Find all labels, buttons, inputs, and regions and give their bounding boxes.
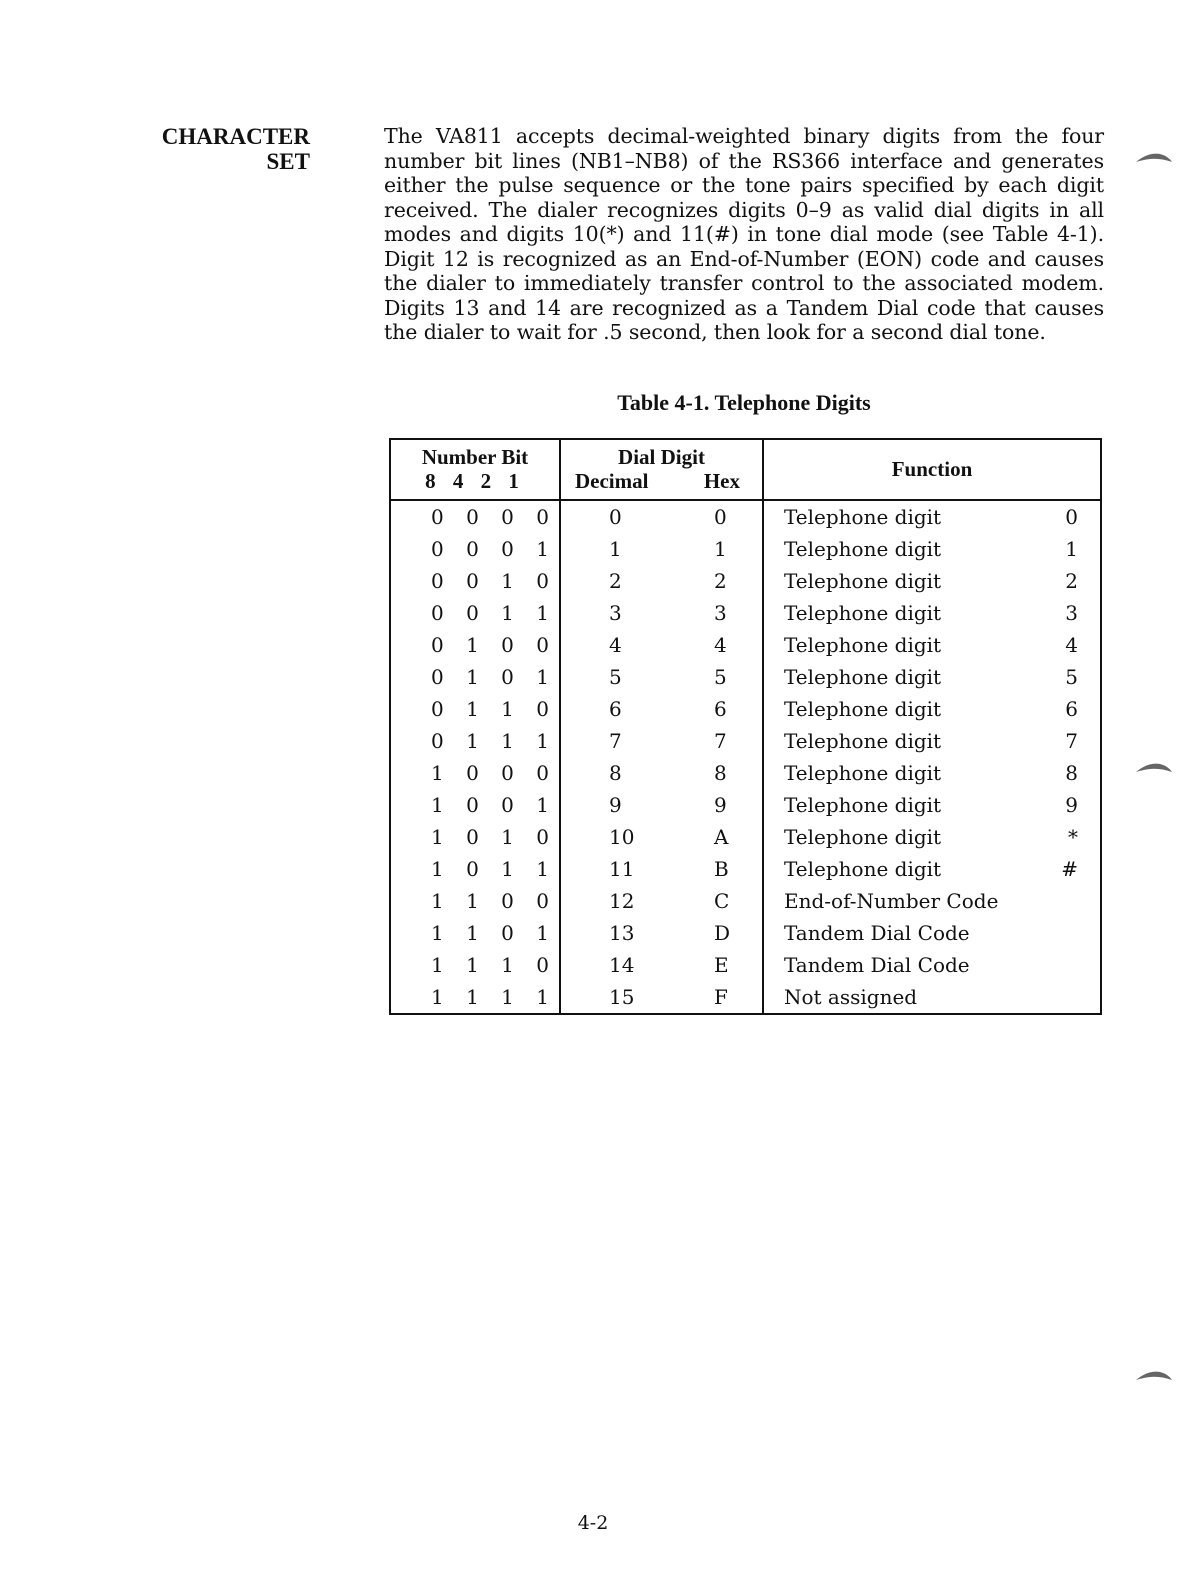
cell-function-text: Tandem Dial Code [784,953,970,977]
cell-hex: 0 [714,505,727,529]
cell-decimal: 8 [609,761,622,785]
header-dial-digit [560,439,763,500]
cell-decimal: 12 [609,889,635,913]
cell-dial-digit [560,693,763,725]
table-caption: Table 4-1. Telephone Digits [617,390,871,415]
header-dial-subcolumns [561,469,762,493]
table-row [390,629,1101,661]
cell-digit-symbol: 2 [1065,569,1078,593]
cell-number-bits: 1 1 1 0 [390,949,560,981]
cell-decimal: 10 [609,825,635,849]
cell-decimal: 2 [609,569,622,593]
cell-dial-digit [560,597,763,629]
table-row [390,565,1101,597]
cell-function-text: Telephone digit [784,569,942,593]
cell-decimal: 1 [609,537,622,561]
cell-decimal: 4 [609,633,622,657]
cell-function [763,500,1101,533]
cell-dial-digit [560,533,763,565]
cell-function-text: Telephone digit [784,761,942,785]
cell-number-bits: 0 1 1 1 [390,725,560,757]
table-row [390,789,1101,821]
cell-function-text: Telephone digit [784,665,942,689]
cell-digit-symbol: 5 [1065,665,1078,689]
cell-number-bits: 1 1 1 1 [390,981,560,1014]
header-number-bit [390,439,560,500]
cell-hex: 7 [714,729,727,753]
cell-hex: F [714,985,728,1009]
cell-number-bits: 1 0 0 1 [390,789,560,821]
table-row [390,725,1101,757]
cell-hex: 9 [714,793,727,817]
table-row [390,853,1101,885]
cell-function [763,533,1101,565]
cell-dial-digit [560,500,763,533]
cell-decimal: 7 [609,729,622,753]
cell-decimal: 6 [609,697,622,721]
telephone-digits-table [389,438,1102,1015]
cell-function [763,789,1101,821]
cell-number-bits: 0 0 1 1 [390,597,560,629]
cell-number-bits: 1 0 1 1 [390,853,560,885]
cell-function [763,917,1101,949]
cell-number-bits: 0 1 1 0 [390,693,560,725]
cell-function [763,565,1101,597]
cell-number-bits: 0 0 0 0 [390,500,560,533]
cell-hex: D [714,921,731,945]
table-row [390,885,1101,917]
table-row [390,917,1101,949]
cell-hex: 2 [714,569,727,593]
cell-function-text: End-of-Number Code [784,889,999,913]
table-row [390,981,1101,1014]
cell-function [763,629,1101,661]
cell-function-text: Telephone digit [784,857,942,881]
cell-number-bits: 1 1 0 1 [390,917,560,949]
table-body [390,500,1101,1014]
cell-function [763,821,1101,853]
cell-dial-digit [560,821,763,853]
cell-decimal: 14 [609,953,635,977]
cell-number-bits: 1 0 0 0 [390,757,560,789]
cell-function-text: Telephone digit [784,825,942,849]
cell-number-bits: 0 1 0 0 [390,629,560,661]
table-row [390,949,1101,981]
header-function: Function [763,439,1101,500]
cell-digit-symbol: 3 [1065,601,1078,625]
scan-edge-mark [1134,150,1174,164]
table-row [390,533,1101,565]
cell-digit-symbol: 6 [1065,697,1078,721]
header-number-bit-label: Number Bit [421,445,529,469]
cell-decimal: 0 [609,505,622,529]
scan-edge-mark [1134,1368,1174,1382]
cell-hex: 5 [714,665,727,689]
cell-function-text: Not assigned [784,985,918,1009]
cell-function-text: Telephone digit [784,633,942,657]
cell-function [763,853,1101,885]
cell-dial-digit [560,725,763,757]
table-row [390,597,1101,629]
cell-number-bits: 0 0 0 1 [390,533,560,565]
cell-dial-digit [560,949,763,981]
cell-decimal: 9 [609,793,622,817]
cell-number-bits: 0 0 1 0 [390,565,560,597]
cell-function [763,725,1101,757]
header-decimal: Decimal [575,469,649,493]
cell-dial-digit [560,757,763,789]
cell-decimal: 13 [609,921,635,945]
cell-function-text: Telephone digit [784,729,942,753]
section-heading-line2: SET [266,149,310,174]
cell-digit-symbol: 7 [1065,729,1078,753]
cell-digit-symbol: 0 [1065,505,1078,529]
cell-dial-digit [560,629,763,661]
cell-number-bits: 1 0 1 0 [390,821,560,853]
cell-function [763,661,1101,693]
cell-function [763,693,1101,725]
cell-hex: 8 [714,761,727,785]
cell-dial-digit [560,981,763,1014]
header-bit-weights: 8 4 2 1 [425,469,525,493]
section-body-paragraph: The VA811 accepts decimal-weighted binary digits from the four number bit lines (NB1–NB8) of the RS366 interface and generates either the pulse sequence or the tone pairs specified by each digit received. The dialer recognizes digits 0–9 as valid dial digits in all modes and digits 10(*) and 11(#) in tone dial mode (see Table 4-1). Digit 12 is recognized as an End-of-Number (EON) code and causes the dialer to immediately transfer control to the associated modem. Digits 13 and 14 are recognized as a Tandem Dial code that causes the dialer to wait for .5 second, then look for a second dial tone. [384,124,1104,344]
cell-dial-digit [560,661,763,693]
cell-function [763,885,1101,917]
cell-function [763,757,1101,789]
section-heading [150,124,310,174]
cell-hex: A [714,825,729,849]
section-heading-line1: CHARACTER [161,124,310,149]
cell-digit-symbol: 1 [1065,537,1078,561]
table-row [390,821,1101,853]
cell-hex: 1 [714,537,727,561]
cell-number-bits: 0 1 0 1 [390,661,560,693]
cell-digit-symbol: # [1061,857,1078,881]
cell-function-text: Telephone digit [784,505,942,529]
cell-hex: C [714,889,730,913]
cell-function [763,597,1101,629]
cell-hex: 6 [714,697,727,721]
table-row [390,661,1101,693]
cell-function [763,949,1101,981]
cell-function-text: Telephone digit [784,537,942,561]
cell-function-text: Telephone digit [784,793,942,817]
scan-edge-mark [1134,760,1174,774]
cell-hex: E [714,953,729,977]
cell-digit-symbol: 8 [1065,761,1078,785]
cell-decimal: 11 [609,857,635,881]
cell-dial-digit [560,853,763,885]
cell-digit-symbol: 9 [1065,793,1078,817]
cell-digit-symbol: * [1068,825,1078,849]
table-row [390,757,1101,789]
header-dial-digit-label: Dial Digit [618,445,705,469]
cell-function-text: Telephone digit [784,601,942,625]
cell-function-text: Telephone digit [784,697,942,721]
cell-function [763,981,1101,1014]
cell-dial-digit [560,917,763,949]
table-row [390,693,1101,725]
cell-digit-symbol: 4 [1065,633,1078,657]
cell-dial-digit [560,885,763,917]
table-row [390,500,1101,533]
cell-dial-digit [560,565,763,597]
cell-number-bits: 1 1 0 0 [390,885,560,917]
cell-dial-digit [560,789,763,821]
header-hex: Hex [703,469,740,493]
cell-function-text: Tandem Dial Code [784,921,970,945]
cell-hex: 4 [714,633,727,657]
cell-decimal: 15 [609,985,635,1009]
cell-hex: B [714,857,729,881]
cell-decimal: 5 [609,665,622,689]
table-header-row [390,439,1101,500]
cell-decimal: 3 [609,601,622,625]
page-number: 4-2 [577,1512,609,1534]
cell-hex: 3 [714,601,727,625]
